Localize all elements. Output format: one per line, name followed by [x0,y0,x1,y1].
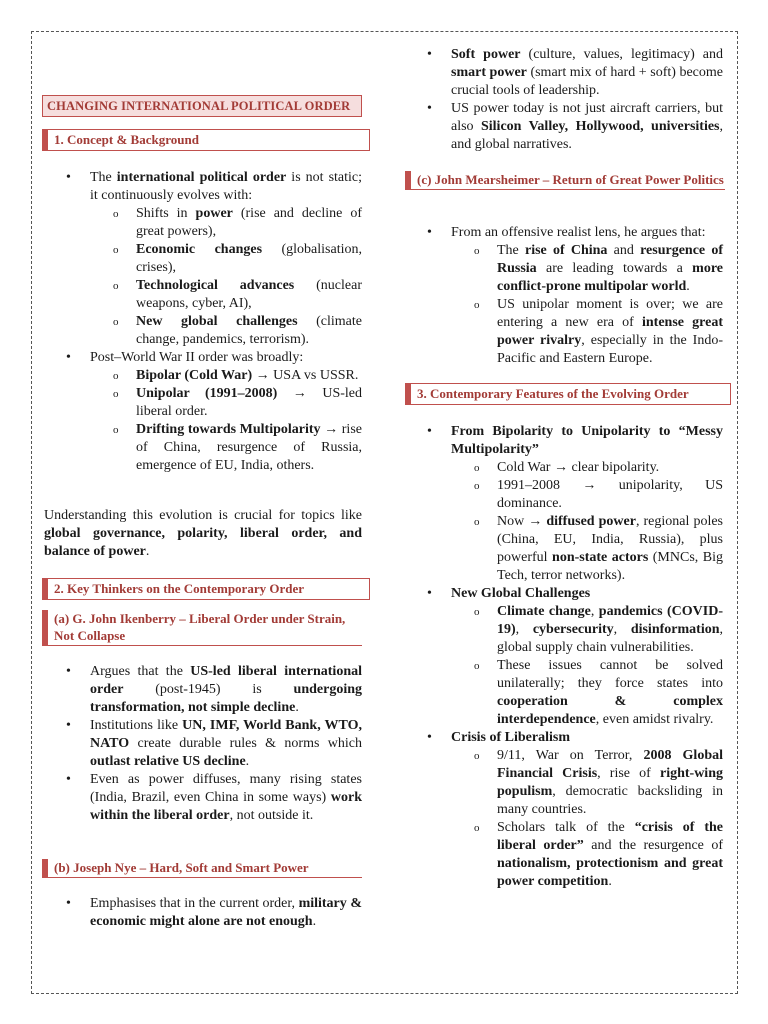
section-heading-thinkers: 2. Key Thinkers on the Contemporary Order [42,578,370,600]
document-title: CHANGING INTERNATIONAL POLITICAL ORDER [42,95,362,117]
concept-list [44,169,362,475]
list-item: • Even as power diffuses, many rising states (India, Brazil, even China in some ways) work within the liberal order, not outside it. [44,771,362,825]
list-item: o Bipolar (Cold War) → USA vs USSR. [90,367,362,385]
list-item: o Technological advances (nuclear weapons, cyber, AI), [90,277,362,313]
list-item: • New Global Challenges o Climate change, pandemics (COVID-19), cybersecurity, disinformation, global supply chain vulnerabilities. o These issues cannot be solved unilaterally; they force states into cooperation & complex interdependence, even amidst rivalry. [405,585,723,729]
nye-list-part1 [44,895,362,931]
list-item: o Drifting towards Multipolarity → rise of China, resurgence of Russia, emergence of EU, India, others. [90,421,362,475]
list-item: o New global challenges (climate change, pandemics, terrorism). [90,313,362,349]
list-item: • Crisis of Liberalism o 9/11, War on Terror, 2008 Global Financial Crisis, rise of right-wing populism, democratic backsliding in many countries. o Scholars talk of the “crisis of the liberal order” and the resurgence of nationalism, protectionism and great power competition. [405,729,723,891]
subheading-nye: (b) Joseph Nye – Hard, Soft and Smart Power [42,859,362,878]
list-item: o 1991–2008 → unipolarity, US dominance. [451,477,723,513]
ikenberry-list [44,663,362,825]
section-heading-concept: 1. Concept & Background [42,129,370,151]
list-item: o The rise of China and resurgence of Russia are leading towards a more conflict-prone multipolar world. [451,242,723,296]
list-item: • The international political order is not static; it continuously evolves with: o Shifts in power (rise and decline of great powers), o Economic changes (globalisation, crises), o Technological advances (nuclear weapons, cyber, AI), o New global challenges (climate change, pandemics, terrorism). [44,169,362,349]
list-item: • Post–World War II order was broadly: o Bipolar (Cold War) → USA vs USSR. o Unipolar (1991–2008) → US-led liberal order. o Drifting towards Multipolarity → rise of China, resurgence of Russia, emergence of EU, India, others. [44,349,362,475]
list-item: • Soft power (culture, values, legitimacy) and smart power (smart mix of hard + soft) become crucial tools of leadership. [405,46,723,100]
list-item: • From Bipolarity to Unipolarity to “Messy Multipolarity” o Cold War → clear bipolarity. o 1991–2008 → unipolarity, US dominance. o Now → diffused power, regional poles (China, EU, India, Russia), plus powerful non-state actors (MNCs, Big Tech, terror networks). [405,423,723,585]
list-item: o Now → diffused power, regional poles (China, EU, India, Russia), plus powerful non-state actors (MNCs, Big Tech, terror networks). [451,513,723,585]
features-list [405,423,723,891]
subheading-ikenberry: (a) G. John Ikenberry – Liberal Order under Strain, Not Collapse [42,610,362,646]
list-item: o Economic changes (globalisation, crises), [90,241,362,277]
list-item: • Emphasises that in the current order, military & economic might alone are not enough. [44,895,362,931]
list-item: • US power today is not just aircraft carriers, but also Silicon Valley, Hollywood, universities, and global narratives. [405,100,723,154]
section-heading-features: 3. Contemporary Features of the Evolving Order [405,383,731,405]
nye-list-part2 [405,46,723,154]
list-item: • From an offensive realist lens, he argues that: o The rise of China and resurgence of Russia are leading towards a more conflict-prone multipolar world. o US unipolar moment is over; we are entering a new era of intense great power rivalry, especially in the Indo-Pacific and Eastern Europe. [405,224,723,368]
list-item: o Climate change, pandemics (COVID-19), cybersecurity, disinformation, global supply chain vulnerabilities. [451,603,723,657]
subheading-mearsheimer: (c) John Mearsheimer – Return of Great Power Politics [405,171,725,190]
list-item: o Scholars talk of the “crisis of the liberal order” and the resurgence of nationalism, protectionism and great power competition. [451,819,723,891]
list-item: o 9/11, War on Terror, 2008 Global Financial Crisis, rise of right-wing populism, democratic backsliding in many countries. [451,747,723,819]
concept-paragraph: Understanding this evolution is crucial for topics like global governance, polarity, liberal order, and balance of power. [44,508,362,559]
list-item: o Cold War → clear bipolarity. [451,459,723,477]
list-item: o US unipolar moment is over; we are entering a new era of intense great power rivalry, especially in the Indo-Pacific and Eastern Europe. [451,296,723,368]
list-item: • Institutions like UN, IMF, World Bank, WTO, NATO create durable rules & norms which outlast relative US decline. [44,717,362,771]
list-item: o Shifts in power (rise and decline of great powers), [90,205,362,241]
list-item: o Unipolar (1991–2008) → US-led liberal order. [90,385,362,421]
mearsheimer-list [405,224,723,368]
list-item: o These issues cannot be solved unilaterally; they force states into cooperation & complex interdependence, even amidst rivalry. [451,657,723,729]
list-item: • Argues that the US-led liberal international order (post-1945) is undergoing transformation, not simple decline. [44,663,362,717]
